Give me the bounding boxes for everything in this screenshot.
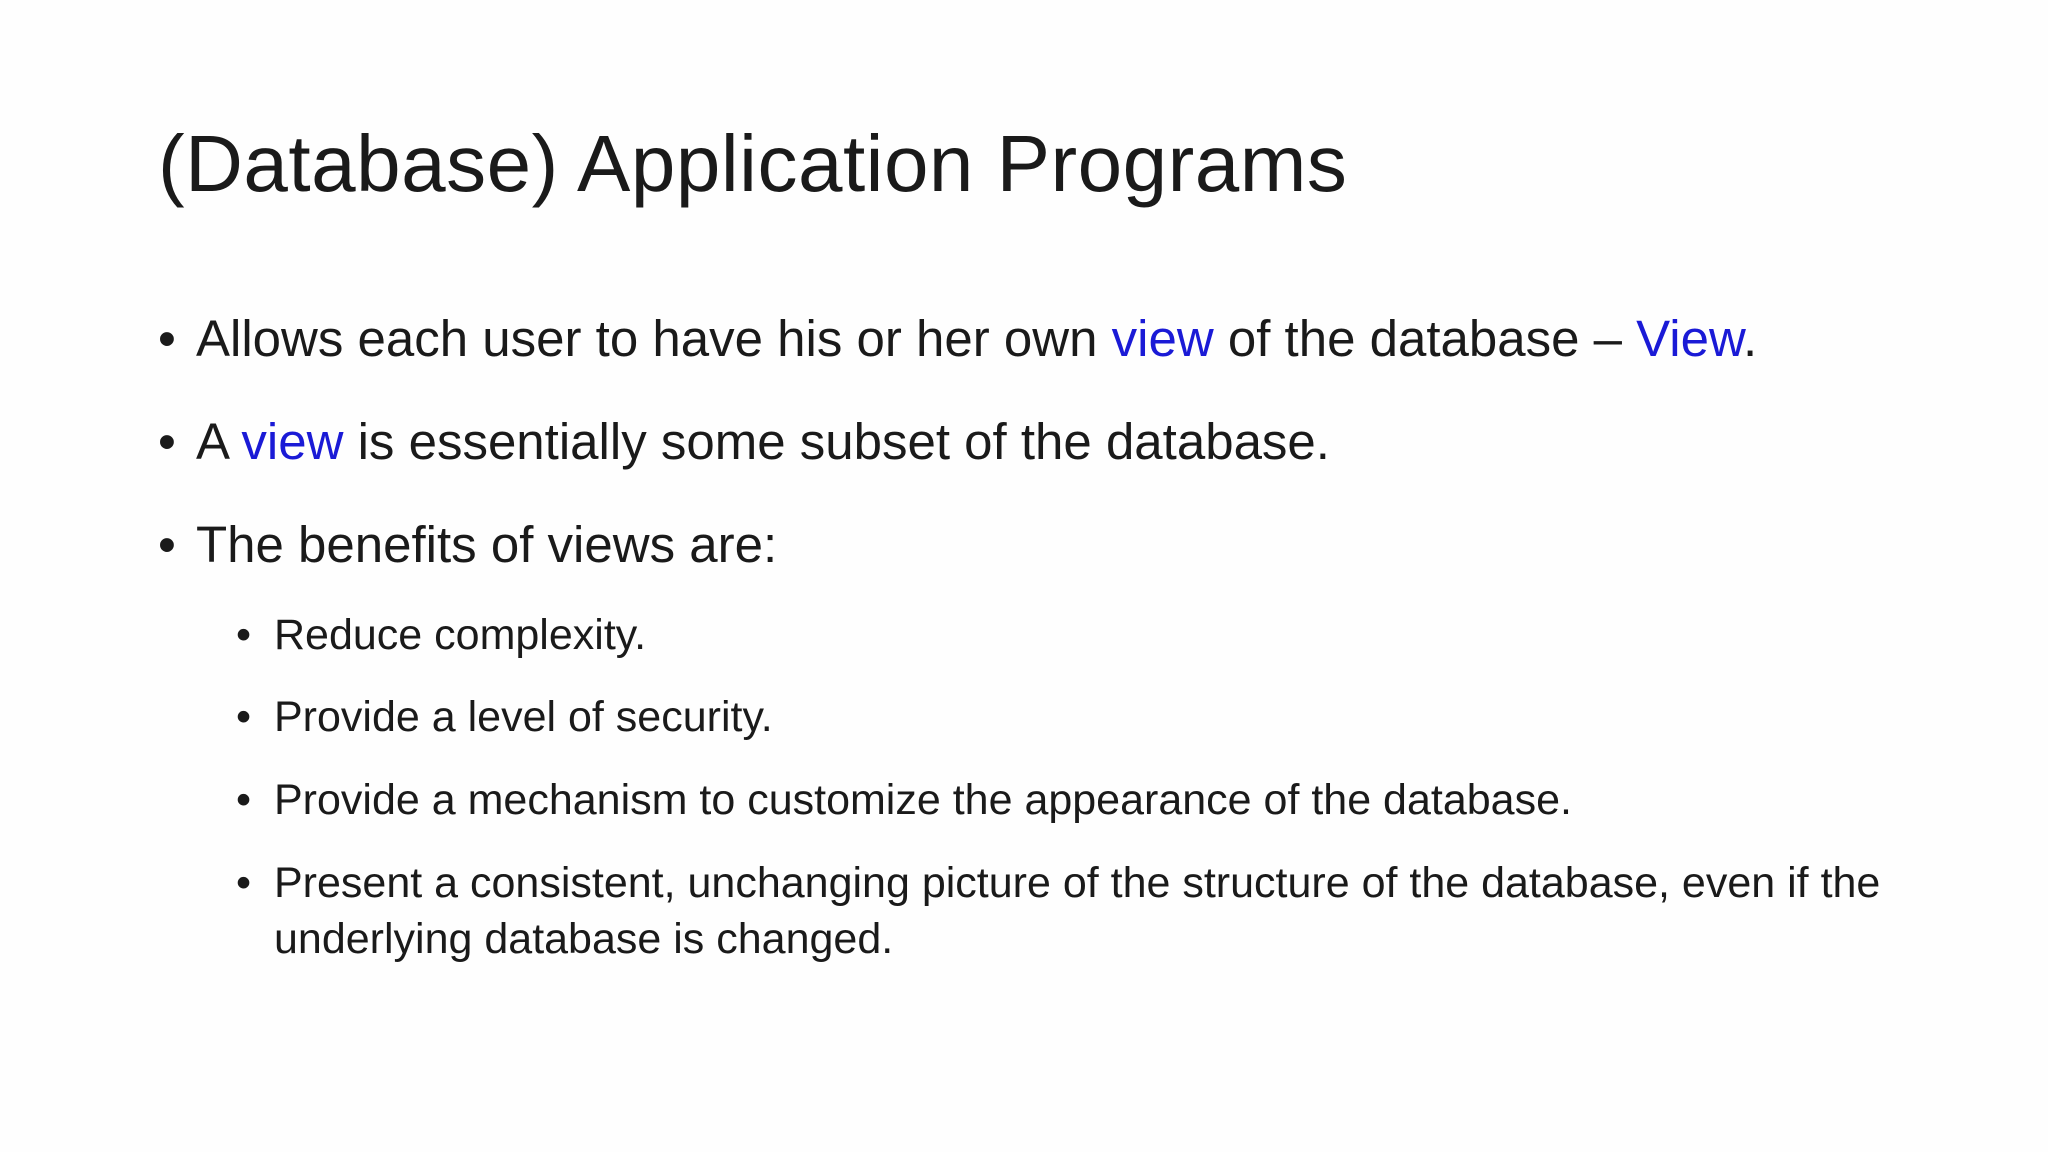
bullet-item [158,514,1978,575]
bullet-text: The benefits of views are: [196,516,778,574]
sub-bullet-text: Provide a mechanism to customize the appearance of the database. [274,776,1572,825]
sub-bullet-text: Provide a level of security. [274,693,773,742]
bullet-dot-icon: • [158,516,176,574]
bullet-text: of the database – [1213,310,1637,367]
term-view-highlight: view [1111,310,1214,367]
bullet-text: . [1742,310,1758,367]
sub-bullet-text: Reduce complexity. [274,610,647,659]
sub-bullet-item [236,690,1978,746]
bullet-dot-icon: • [158,310,176,367]
bullet-dot-icon: • [236,610,252,659]
term-view-highlight: View [1636,310,1743,367]
bullet-text: Allows each user to have his or her own [196,310,1112,367]
bullet-dot-icon: • [236,776,252,825]
sub-bullet-list [158,608,1978,968]
sub-bullet-text: Present a consistent, unchanging picture of the structure of the database, even if the underlying database is changed. [274,859,1881,964]
slide-body [158,308,1978,995]
bullet-item [158,308,1978,369]
bullet-dot-icon: • [236,859,252,908]
bullet-dot-icon: • [158,413,176,471]
sub-bullet-item [236,608,1978,664]
term-view-highlight: view [241,413,344,471]
slide-title: (Database) Application Programs [158,119,1348,208]
bullet-item [158,411,1978,472]
sub-bullet-item [236,856,1978,968]
bullet-dot-icon: • [236,693,252,742]
sub-bullet-item [236,773,1978,829]
bullet-text: A [196,413,242,471]
bullet-text: is essentially some subset of the database. [343,413,1330,471]
